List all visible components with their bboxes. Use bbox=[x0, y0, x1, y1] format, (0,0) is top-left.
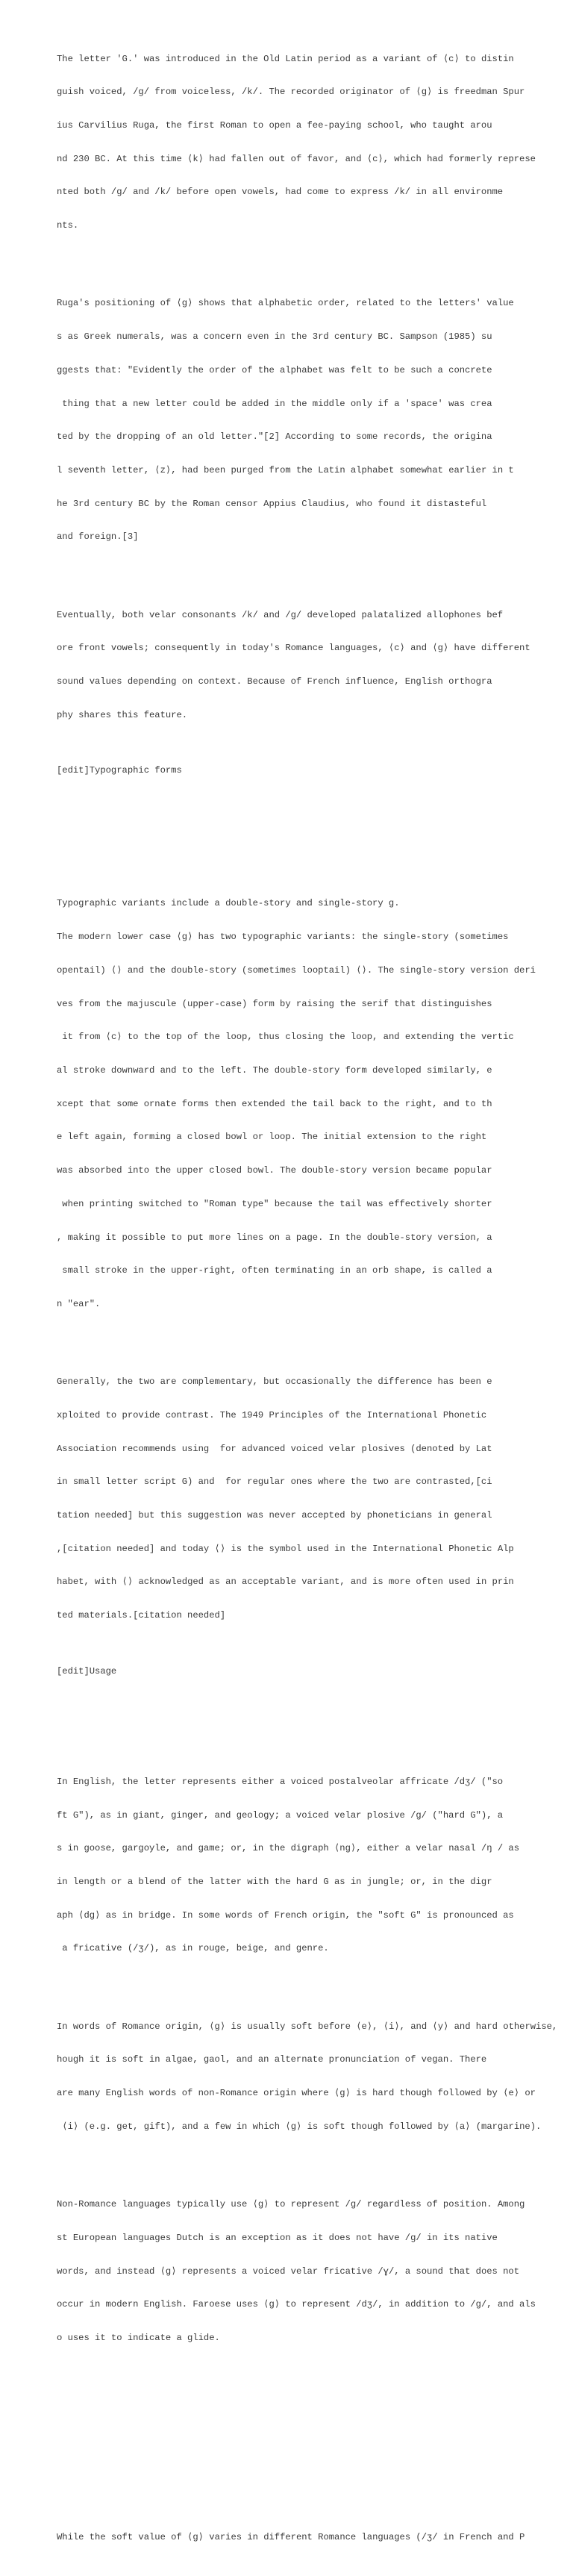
text-line: st European languages Dutch is an exception as it does not have /ɡ/ in its native bbox=[57, 2232, 498, 2243]
text-line: Association recommends using for advanced voiced velar plosives (denoted by Lat bbox=[57, 1443, 492, 1454]
paragraph-gap bbox=[57, 1710, 572, 1721]
text-line: ted materials.[citation needed] bbox=[57, 1610, 226, 1621]
text-line: s in goose, gargoyle, and game; or, in the digraph ⟨ng⟩, either a velar nasal /ŋ / as bbox=[57, 1843, 520, 1854]
text-line: l seventh letter, ⟨z⟩, had been purged from the Latin alphabet somewhat earlier in t bbox=[57, 464, 514, 475]
text-line: In English, the letter represents either a voiced postalveolar affricate /dʒ/ ("so bbox=[57, 1776, 504, 1787]
text-line: Non-Romance languages typically use ⟨g⟩ to represent /ɡ/ regardless of position. Among bbox=[57, 2199, 525, 2210]
text-line: ves from the majuscule (upper-case) form by raising the serif that distinguishes bbox=[57, 998, 492, 1009]
text-line: sound values depending on context. Because of French influence, English orthogra bbox=[57, 676, 492, 687]
text-line: thing that a new letter could be added in the middle only if a 'space' was crea bbox=[57, 398, 492, 409]
text-line: , making it possible to put more lines on a page. In the double-story version, a bbox=[57, 1232, 492, 1243]
text-line: hough it is soft in algae, gaol, and an alternate pronunciation of vegan. There bbox=[57, 2054, 487, 2065]
text-line: Generally, the two are complementary, but occasionally the difference has been e bbox=[57, 1376, 492, 1388]
text-line: nted both /ɡ/ and /k/ before open vowels, had come to express /k/ in all environme bbox=[57, 187, 504, 198]
text-line: opentail) ⟨⟩ and the double-story (sometimes looptail) ⟨⟩. The single-story version deri bbox=[57, 964, 536, 976]
text-line: nts. bbox=[57, 220, 79, 231]
text-line: ted by the dropping of an old letter."[2] According to some records, the origina bbox=[57, 431, 492, 443]
text-line: he 3rd century BC by the Roman censor Appius Claudius, who found it distasteful bbox=[57, 498, 487, 509]
text-line: it from ⟨c⟩ to the top of the loop, thus closing the loop, and extending the vertic bbox=[57, 1032, 514, 1043]
section-heading-typographic-forms[interactable]: [edit]Typographic forms bbox=[57, 765, 182, 776]
paragraph-origin bbox=[57, 31, 572, 254]
text-line: small stroke in the upper-right, often terminating in an orb shape, is called a bbox=[57, 1265, 492, 1276]
text-line: xploited to provide contrast. The 1949 Principles of the International Phonetic bbox=[57, 1409, 487, 1420]
text-line: ,[citation needed] and today ⟨⟩ is the symbol used in the International Phonetic Alp bbox=[57, 1543, 514, 1554]
text-line: in small letter script G) and for regular ones where the two are contrasted,[ci bbox=[57, 1476, 492, 1488]
section-heading-usage[interactable]: [edit]Usage bbox=[57, 1665, 117, 1677]
paragraph-typographic-variants bbox=[57, 876, 572, 1332]
text-line: n "ear". bbox=[57, 1298, 101, 1309]
text-line: Ruga's positioning of ⟨g⟩ shows that alphabetic order, related to the letters' value bbox=[57, 298, 514, 309]
text-line: While the soft value of ⟨g⟩ varies in different Romance languages (/ʒ/ in French and P bbox=[57, 2531, 525, 2542]
text-line: o uses it to indicate a glide. bbox=[57, 2332, 220, 2343]
text-line: ius Carvilius Ruga, the first Roman to open a fee-paying school, who taught arou bbox=[57, 120, 492, 131]
text-line: In words of Romance origin, ⟨g⟩ is usually soft before ⟨e⟩, ⟨i⟩, and ⟨y⟩ and hard otherwise, bbox=[57, 2021, 558, 2032]
text-line: ⟨i⟩ (e.g. get, gift), and a few in which ⟨g⟩ is soft though followed by ⟨a⟩ (margarine). bbox=[57, 2121, 542, 2132]
text-line: ft G"), as in giant, ginger, and geology; a voiced velar plosive /ɡ/ ("hard G"), a bbox=[57, 1809, 504, 1821]
text-line: in length or a blend of the latter with the hard G as in jungle; or, in the digr bbox=[57, 1876, 492, 1887]
text-line: nd 230 BC. At this time ⟨k⟩ had fallen out of favor, and ⟨c⟩, which had formerly represe bbox=[57, 153, 536, 164]
text-line: occur in modern English. Faroese uses ⟨g⟩ to represent /dʒ/, in addition to /ɡ/, and als bbox=[57, 2299, 536, 2310]
figure-gap bbox=[57, 810, 572, 843]
text-line: when printing switched to "Roman type" because the tail was effectively shorter bbox=[57, 1198, 492, 1209]
text-line: phy shares this feature. bbox=[57, 709, 188, 720]
paragraph-palatalization bbox=[57, 587, 572, 743]
text-line: al stroke downward and to the left. The double-story form developed similarly, e bbox=[57, 1065, 492, 1076]
paragraph-english-usage bbox=[57, 1754, 572, 1977]
text-line: habet, with ⟨⟩ acknowledged as an acceptable variant, and is more often used in prin bbox=[57, 1577, 514, 1588]
text-line: and foreign.[3] bbox=[57, 531, 139, 543]
text-line: e left again, forming a closed bowl or loop. The initial extension to the right bbox=[57, 1132, 487, 1143]
document-body bbox=[57, 9, 572, 2576]
text-line: Eventually, both velar consonants /k/ and /ɡ/ developed palatalized allophones bef bbox=[57, 609, 504, 620]
paragraph-romance-origin bbox=[57, 1999, 572, 2155]
text-line: Typographic variants include a double-story and single-story g. bbox=[57, 898, 400, 909]
text-line: was absorbed into the upper closed bowl. The double-story version became popular bbox=[57, 1165, 492, 1176]
text-line: ggests that: "Evidently the order of the alphabet was felt to be such a concrete bbox=[57, 364, 492, 375]
paragraph-non-romance bbox=[57, 2177, 572, 2366]
text-line: words, and instead ⟨g⟩ represents a voiced velar fricative /ɣ/, a sound that does not bbox=[57, 2265, 520, 2277]
paragraph-ruga-positioning bbox=[57, 276, 572, 565]
text-line: a fricative (/ʒ/), as in rouge, beige, and genre. bbox=[57, 1943, 329, 1954]
text-line: aph ⟨dg⟩ as in bridge. In some words of French origin, the "soft G" is pronounced as bbox=[57, 1909, 514, 1921]
text-line: The modern lower case ⟨g⟩ has two typographic variants: the single-story (sometimes bbox=[57, 932, 509, 943]
text-line: guish voiced, /ɡ/ from voiceless, /k/. The recorded originator of ⟨g⟩ is freedman Spur bbox=[57, 87, 525, 98]
text-line: are many English words of non-Romance origin where ⟨g⟩ is hard though followed by ⟨e⟩ or bbox=[57, 2088, 536, 2099]
text-line: s as Greek numerals, was a concern even in the 3rd century BC. Sampson (1985) su bbox=[57, 331, 492, 343]
text-line: xcept that some ornate forms then extended the tail back to the right, and to th bbox=[57, 1098, 492, 1109]
paragraph-complementary-forms bbox=[57, 1354, 572, 1643]
paragraph-soft-value bbox=[57, 2510, 572, 2566]
figure-gap bbox=[57, 2399, 572, 2476]
text-line: tation needed] but this suggestion was never accepted by phoneticians in general bbox=[57, 1510, 492, 1521]
text-line: ore front vowels; consequently in today's Romance languages, ⟨c⟩ and ⟨g⟩ have different bbox=[57, 643, 530, 654]
text-line: The letter 'G.' was introduced in the Old Latin period as a variant of ⟨c⟩ to distin bbox=[57, 53, 514, 64]
